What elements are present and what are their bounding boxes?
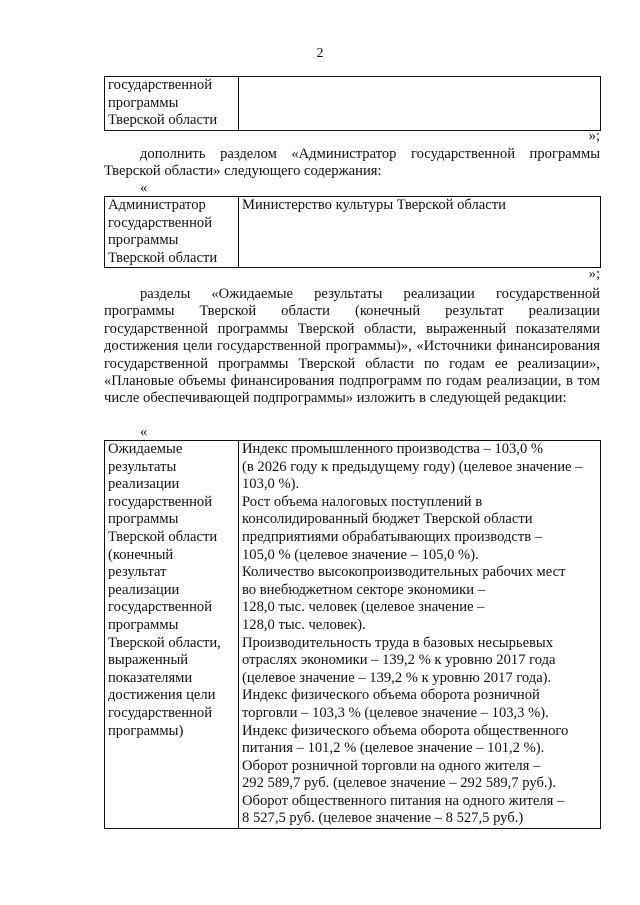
closing-quote: »; [588, 128, 600, 144]
paragraph-text: дополнить разделом «Администратор государственной программы Тверской области» следующего содержания: [104, 146, 600, 180]
table3-label-line: (конечный [108, 546, 174, 563]
table3-value-line: отраслях экономики – 139,2 % к уровню 2017 года [242, 652, 556, 669]
table3-label-line: государственной [108, 599, 213, 616]
table3-label-line: Тверской области [108, 528, 218, 545]
table3-value-line: Производительность труда в базовых несырьевых [242, 634, 554, 651]
table3-label-line: программы [108, 616, 179, 633]
table-continuation [104, 76, 601, 131]
table3-label-line: достижения цели [108, 687, 216, 704]
table3-label-line: реализации [108, 476, 180, 493]
paragraph-add-section [104, 146, 600, 181]
table-row [105, 197, 601, 268]
table2-label-line: программы [108, 232, 179, 249]
table3-value-line: во внебюджетном секторе экономики – [242, 581, 485, 598]
table2-label-line: Администратор [108, 197, 206, 213]
table3-label-line: реализации [108, 581, 180, 598]
closing-quote: »; [588, 266, 600, 282]
table3-value-line: Индекс промышленного производства – 103,0 % [242, 441, 544, 457]
table-row [105, 77, 601, 131]
table3-label-line: Тверской области, [108, 634, 221, 651]
opening-quote: « [140, 180, 148, 196]
table3-value-line: консолидированный бюджет Тверской области [242, 511, 533, 528]
table3-value-line: Индекс физического объема оборота розничной [242, 687, 540, 704]
table3-label-cell [105, 441, 239, 829]
table1-value-cell [239, 77, 601, 131]
table1-label-line: программы [108, 94, 179, 111]
table3-label-line: Ожидаемые [108, 441, 183, 457]
table3-value-line: питания – 101,2 % (целевое значение – 101,2 %). [242, 740, 545, 757]
table1-label-cell [105, 77, 239, 131]
table-expected-results [104, 440, 601, 829]
table3-value-line: (в 2026 году к предыдущему году) (целевое значение – [242, 458, 583, 475]
table3-label-line: показателями [108, 669, 193, 686]
table3-value-line: 128,0 тыс. человек). [242, 616, 366, 633]
opening-quote: « [140, 424, 148, 440]
table2-label-line: Тверской области [108, 249, 218, 266]
table3-value-line: 8 527,5 руб. (целевое значение – 8 527,5 руб.) [242, 810, 524, 827]
table2-label-cell [105, 197, 239, 268]
table3-value-line: 105,0 % (целевое значение – 105,0 %). [242, 546, 479, 563]
table2-value-cell: Министерство культуры Тверской области [239, 197, 601, 268]
paragraph-sections [104, 286, 600, 408]
table3-value-line: Оборот общественного питания на одного жителя – [242, 792, 565, 809]
table3-label-line: программы) [108, 722, 184, 739]
table3-value-line: 128,0 тыс. человек (целевое значение – [242, 599, 485, 616]
table3-value-line: Оборот розничной торговли на одного жителя – [242, 757, 541, 774]
table3-value-line: Количество высокопроизводительных рабочих мест [242, 564, 566, 581]
table3-value-line: торговли – 103,3 % (целевое значение – 103,3 %). [242, 704, 549, 721]
paragraph-text: разделы «Ожидаемые результаты реализации государственной программы Тверской области (конечный результат реализации государственной программы Тверской области, выраженный показателями достижения цели государственной программы)», «Источники финансирования государственной программы Тверской области по годам ее реализации», «Плановые объемы финансирования подпрограмм по годам реализации, в том числе обеспечивающей подпрограммы» изложить в следующей редакции: [104, 286, 600, 407]
table3-value-line: 103,0 %). [242, 476, 300, 493]
table3-label-line: результаты [108, 458, 177, 475]
page-number: 2 [316, 46, 324, 61]
table-administrator [104, 196, 601, 268]
table3-value-line: 292 589,7 руб. (целевое значение – 292 589,7 руб.). [242, 775, 557, 792]
table3-label-line: государственной [108, 493, 213, 510]
table3-value-cell [239, 441, 601, 829]
table3-value-line: Рост объема налоговых поступлений в [242, 493, 483, 510]
table3-value-line: (целевое значение – 139,2 % к уровню 2017 года). [242, 669, 552, 686]
table-row [105, 441, 601, 829]
table3-value-line: предприятиями обрабатывающих производств – [242, 528, 543, 545]
table3-label-line: программы [108, 511, 179, 528]
table3-label-line: государственной [108, 704, 213, 721]
table2-label-line: государственной [108, 214, 213, 231]
table3-value-line: Индекс физического объема оборота общественного [242, 722, 569, 739]
table3-label-line: результат [108, 564, 167, 581]
table1-label-line: Тверской области [108, 112, 218, 129]
table1-label-line: государственной [108, 77, 213, 93]
table3-label-line: выраженный [108, 652, 189, 669]
